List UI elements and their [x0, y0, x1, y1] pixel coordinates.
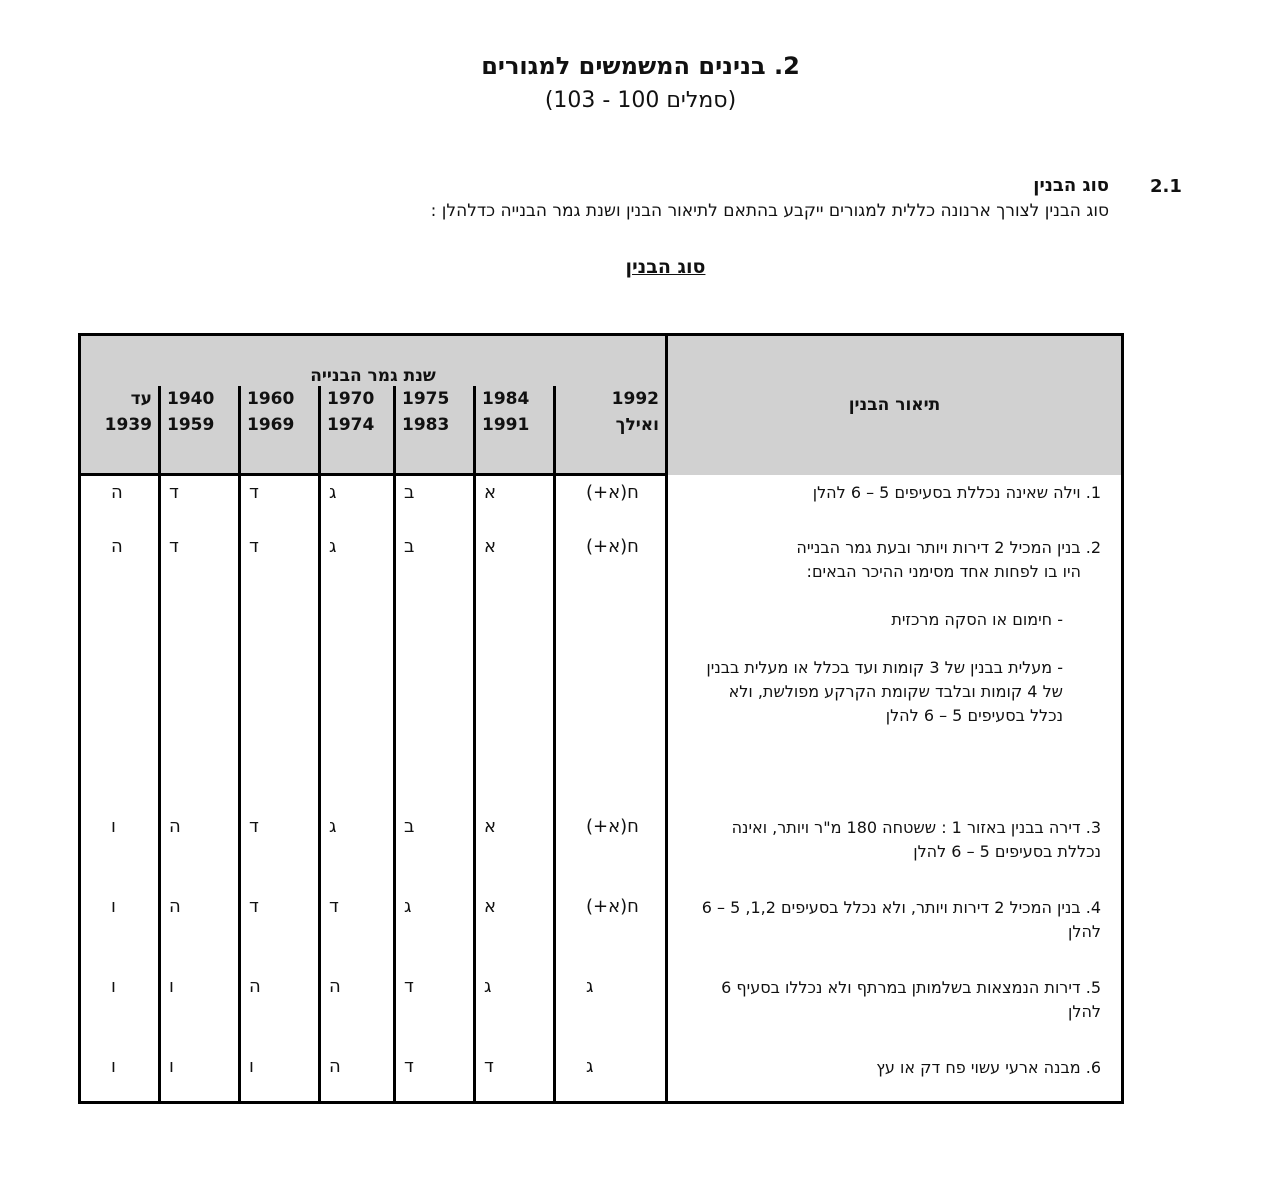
- year-column-header: 1984 1991: [475, 386, 555, 475]
- table-cell: ג: [555, 970, 667, 1050]
- description-header: תיאור הבנין: [667, 335, 1123, 475]
- year-column-header: 1975 1983: [395, 386, 475, 475]
- table-cell: ג: [320, 475, 395, 530]
- table-cell: ו: [160, 970, 240, 1050]
- row-description: 4. בנין המכיל 2 דירות ויותר, ולא נכלל בסעיפים 1,2, 5 – 6 להלן: [667, 890, 1123, 970]
- table-title: סוג הבנין: [625, 256, 706, 278]
- year-column-header: עד 1939: [80, 386, 160, 475]
- table-cell: ב: [395, 475, 475, 530]
- table-cell: ג: [555, 1050, 667, 1103]
- table-row: [80, 530, 1123, 810]
- table-cell: ה: [240, 970, 320, 1050]
- table-cell: ח(א+): [555, 890, 667, 970]
- section-number: 2.1: [1150, 176, 1182, 197]
- table-cell: ו: [80, 970, 160, 1050]
- row-description-line: 2. בנין המכיל 2 דירות ויותר ובעת גמר הבנייה: [796, 537, 1101, 557]
- row-description: 3. דירה בבנין באזור 1 : ששטחה 180 מ"ר ויותר, ואינה נכללת בסעיפים 5 – 6 להלן: [667, 810, 1123, 890]
- year-group-header: שנת גמר הבנייה: [80, 335, 667, 387]
- table-cell: ה: [160, 890, 240, 970]
- table-cell: ו: [80, 1050, 160, 1103]
- table-cell: ו: [80, 890, 160, 970]
- table-cell: ד: [395, 1050, 475, 1103]
- table-cell: א: [475, 810, 555, 890]
- table-cell: ד: [240, 475, 320, 530]
- table-row: [80, 810, 1123, 890]
- row-description: 6. מבנה ארעי עשוי פח דק או עץ: [667, 1050, 1123, 1103]
- table-cell: ג: [475, 970, 555, 1050]
- table-cell: ג: [320, 810, 395, 890]
- table-cell: ד: [475, 1050, 555, 1103]
- table-cell: ה: [80, 475, 160, 530]
- table-cell: ח(א+): [555, 810, 667, 890]
- table-row: [80, 970, 1123, 1050]
- table-cell: א: [475, 530, 555, 810]
- table-cell: ב: [395, 810, 475, 890]
- table-cell: ה: [160, 810, 240, 890]
- table-cell: ו: [240, 1050, 320, 1103]
- table-cell: ד: [240, 810, 320, 890]
- year-column-header: 1960 1969: [240, 386, 320, 475]
- table-cell: ו: [160, 1050, 240, 1103]
- table-row: [80, 475, 1123, 530]
- row-description-bullet: - חימום או הסקה מרכזית: [891, 609, 1063, 629]
- year-column-header: 1970 1974: [320, 386, 395, 475]
- table-cell: ה: [320, 970, 395, 1050]
- building-type-table: [78, 333, 1124, 1104]
- table-cell: ח(א+): [555, 475, 667, 530]
- table-cell: ד: [240, 530, 320, 810]
- table-cell: ד: [160, 530, 240, 810]
- table-row: [80, 1050, 1123, 1103]
- page-subtitle: (סמלים 100 - 103): [544, 88, 737, 113]
- row-description: 1. וילה שאינה נכללת בסעיפים 5 – 6 להלן: [667, 475, 1123, 530]
- table-cell: ה: [320, 1050, 395, 1103]
- table-cell: א: [475, 475, 555, 530]
- table-cell: ה: [80, 530, 160, 810]
- table-cell: ו: [80, 810, 160, 890]
- row-description-bullet: - מעלית בבנין של 3 קומות ועד בכלל או מעלית בבנין של 4 קומות ובלבד שקומת הקרקע מפולשת, ולא נכלל בסעיפים 5 – 6 להלן: [706, 657, 1063, 725]
- year-column-header: 1940 1959: [160, 386, 240, 475]
- table-cell: ד: [395, 970, 475, 1050]
- table-cell: ג: [320, 530, 395, 810]
- table-cell: ד: [240, 890, 320, 970]
- table-cell: ד: [160, 475, 240, 530]
- year-column-header: 1992 ואילך: [555, 386, 667, 475]
- row-description: [667, 530, 1123, 810]
- section-heading: סוג הבנין: [1033, 175, 1109, 196]
- page-title: 2. בנינים המשמשים למגורים: [481, 52, 800, 80]
- row-description: 5. דירות הנמצאות בשלמותן במרתף ולא נכללו בסעיף 6 להלן: [667, 970, 1123, 1050]
- header-row-group: [80, 335, 1123, 387]
- table-cell: ג: [395, 890, 475, 970]
- table-cell: ד: [320, 890, 395, 970]
- section-text: סוג הבנין לצורך ארנונה כללית למגורים ייקבע בהתאם לתיאור הבנין ושנת גמר הבנייה כדלהלן :: [430, 201, 1109, 221]
- table-cell: ח(א+): [555, 530, 667, 810]
- table-cell: א: [475, 890, 555, 970]
- table-cell: ב: [395, 530, 475, 810]
- row-description-line: היו בו לפחות אחד מסימני ההיכר הבאים:: [806, 561, 1081, 581]
- table-row: [80, 890, 1123, 970]
